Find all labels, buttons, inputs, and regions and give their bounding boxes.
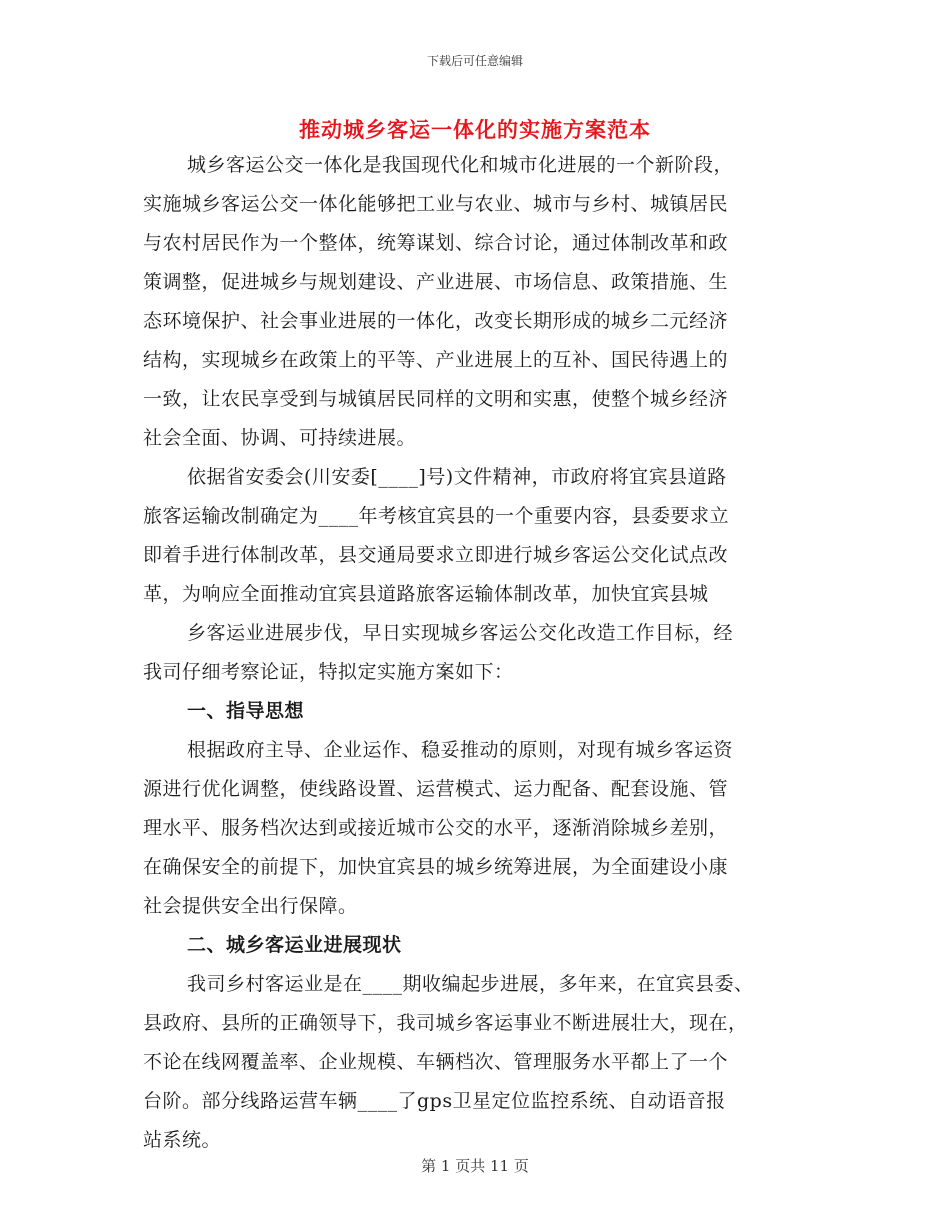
paragraph-line: 在确保安全的前提下，加快宜宾县的城乡统筹进展，为全面建设小康 (143, 856, 729, 878)
paragraph-line: 我司仔细考察论证，特拟定实施方案如下： (143, 661, 514, 683)
document-title: 推动城乡客运一体化的实施方案范本 (299, 117, 651, 142)
paragraph-line: 一致，让农民享受到与城镇居民同样的文明和实惠，使整个城乡经济 (143, 388, 729, 410)
paragraph-line: 即着手进行体制改革，县交通局要求立即进行城乡客运公交化试点改 (143, 544, 729, 566)
paragraph-line: 台阶。部分线路运营车辆____了gps卫星定位监控系统、自动语音报 (143, 1090, 726, 1112)
paragraph-line: 社会全面、协调、可持续进展。 (143, 427, 417, 449)
paragraph-line: 站系统。 (143, 1129, 222, 1151)
paragraph-line: 根据政府主导、企业运作、稳妥推动的原则，对现有城乡客运资 (187, 739, 734, 761)
section-heading: 一、指导思想 (187, 700, 305, 722)
header-note: 下载后可任意编辑 (426, 54, 523, 68)
paragraph-line: 理水平、服务档次达到或接近城市公交的水平，逐渐消除城乡差别， (143, 817, 729, 839)
paragraph-line: 城乡客运公交一体化是我国现代化和城市化进展的一个新阶段， (187, 154, 734, 176)
paragraph-line: 与农村居民作为一个整体，统筹谋划、综合讨论，通过体制改革和政 (143, 232, 729, 254)
paragraph-line: 依据省安委会(川安委[____]号)文件精神，市政府将宜宾县道路 (187, 466, 727, 488)
paragraph-line: 实施城乡客运公交一体化能够把工业与农业、城市与乡村、城镇居民 (143, 193, 729, 215)
paragraph-line: 我司乡村客运业是在____期收编起步进展，多年来，在宜宾县委、 (187, 973, 754, 995)
paragraph-line: 态环境保护、社会事业进展的一体化，改变长期形成的城乡二元经济 (143, 310, 729, 332)
paragraph-line: 结构，实现城乡在政策上的平等、产业进展上的互补、国民待遇上的 (143, 349, 729, 371)
paragraph-line: 革，为响应全面推动宜宾县道路旅客运输体制改革，加快宜宾县城 (143, 583, 709, 605)
paragraph-line: 县政府、县所的正确领导下，我司城乡客运事业不断进展壮大，现在， (143, 1012, 748, 1034)
paragraph-line: 旅客运输改制确定为____年考核宜宾县的一个重要内容，县委要求立 (143, 505, 730, 527)
paragraph-line: 社会提供安全出行保障。 (143, 895, 358, 917)
page-number: 第 1 页共 11 页 (421, 1157, 529, 1175)
paragraph-line: 乡客运业进展步伐，早日实现城乡客运公交化改造工作目标，经 (187, 622, 734, 644)
document-body (143, 146, 803, 1160)
paragraph-line: 策调整，促进城乡与规划建设、产业进展、市场信息、政策措施、生 (143, 271, 729, 293)
paragraph-line: 不论在线网覆盖率、企业规模、车辆档次、管理服务水平都上了一个 (143, 1051, 729, 1073)
paragraph-line: 源进行优化调整，使线路设置、运营模式、运力配备、配套设施、管 (143, 778, 729, 800)
section-heading: 二、城乡客运业进展现状 (187, 934, 402, 956)
